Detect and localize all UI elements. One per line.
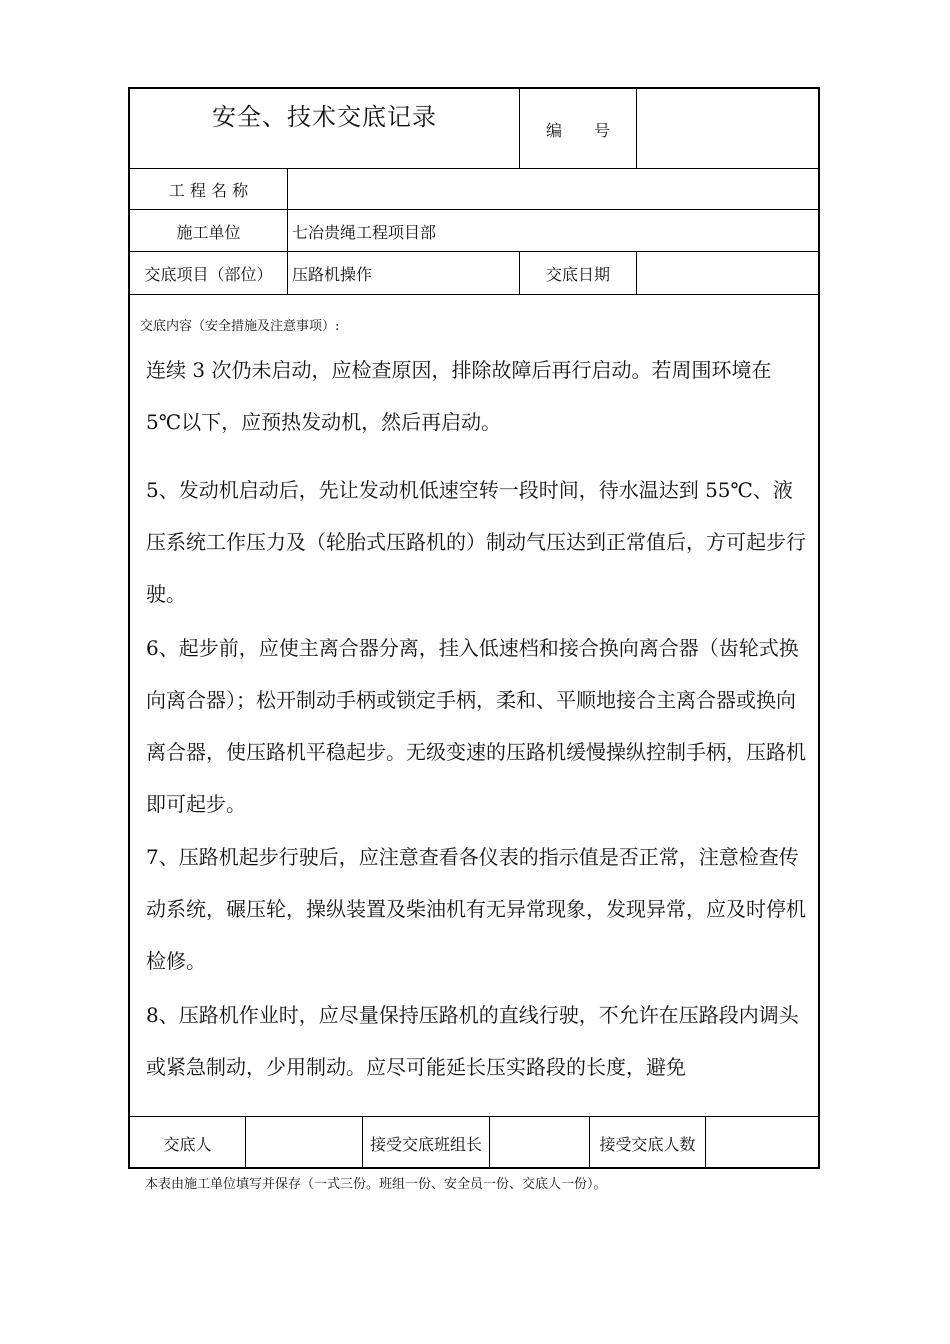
unit-field[interactable]: 七冶贵绳工程项目部 bbox=[292, 222, 437, 242]
presenter-field[interactable] bbox=[246, 1117, 362, 1169]
recipient-count-label: 接受交底人数 bbox=[599, 1134, 696, 1154]
date-label: 交底日期 bbox=[545, 265, 610, 284]
project-name-field[interactable] bbox=[292, 169, 820, 210]
content-label: 交底内容（安全措施及注意事项）: bbox=[140, 319, 340, 334]
content-paragraph: 连续 3 次仍未启动，应检查原因，排除故障后再行启动。若周围环境在 5℃以下，应预热发动机，然后再启动。 bbox=[146, 358, 772, 434]
number-field[interactable] bbox=[637, 89, 820, 169]
recipient-count-field[interactable] bbox=[706, 1117, 820, 1169]
handover-record-table bbox=[128, 87, 820, 1169]
item-label: 交底项目（部位） bbox=[144, 265, 273, 284]
project-name-label: 工 程 名 称 bbox=[168, 181, 249, 200]
col-divider bbox=[287, 169, 288, 295]
team-leader-field[interactable] bbox=[490, 1117, 589, 1169]
item-field[interactable]: 压路机操作 bbox=[292, 265, 373, 284]
form-title: 安全、技术交底记录 bbox=[212, 102, 437, 131]
content-paragraph: 8、压路机作业时，应尽量保持压路机的直线行驶，不允许在压路段内调头或紧急制动，少用制动。应尽可能延长压实路段的长度，避免 bbox=[146, 1003, 799, 1079]
team-leader-label: 接受交底班组长 bbox=[369, 1134, 482, 1154]
content-paragraph: 6、起步前，应使主离合器分离，挂入低速档和接合换向离合器（齿轮式换向离合器）；松开制动手柄或锁定手柄，柔和、平顺地接合主离合器或换向离合器，使压路机平稳起步。无级变速的压路机缓慢操纵控制手柄，压路机即可起步。 bbox=[146, 636, 806, 816]
content-paragraph: 7、压路机起步行驶后，应注意查看各仪表的指示值是否正常，注意检查传动系统，碾压轮，操纵装置及柴油机有无异常现象，发现异常，应及时停机检修。 bbox=[146, 845, 806, 973]
unit-label: 施工单位 bbox=[176, 222, 241, 242]
number-label: 编 号 bbox=[545, 120, 610, 140]
content-paragraph: 5、发动机启动后，先让发动机低速空转一段时间，待水温达到 55℃、液压系统工作压力及（轮胎式压路机的）制动气压达到正常值后，方可起步行驶。 bbox=[146, 478, 806, 606]
presenter-label: 交底人 bbox=[163, 1134, 212, 1154]
date-field[interactable] bbox=[637, 252, 820, 295]
footer-note: 本表由施工单位填写并保存（一式三份。班组一份、安全员一份、交底人一份）。 bbox=[145, 1177, 607, 1192]
